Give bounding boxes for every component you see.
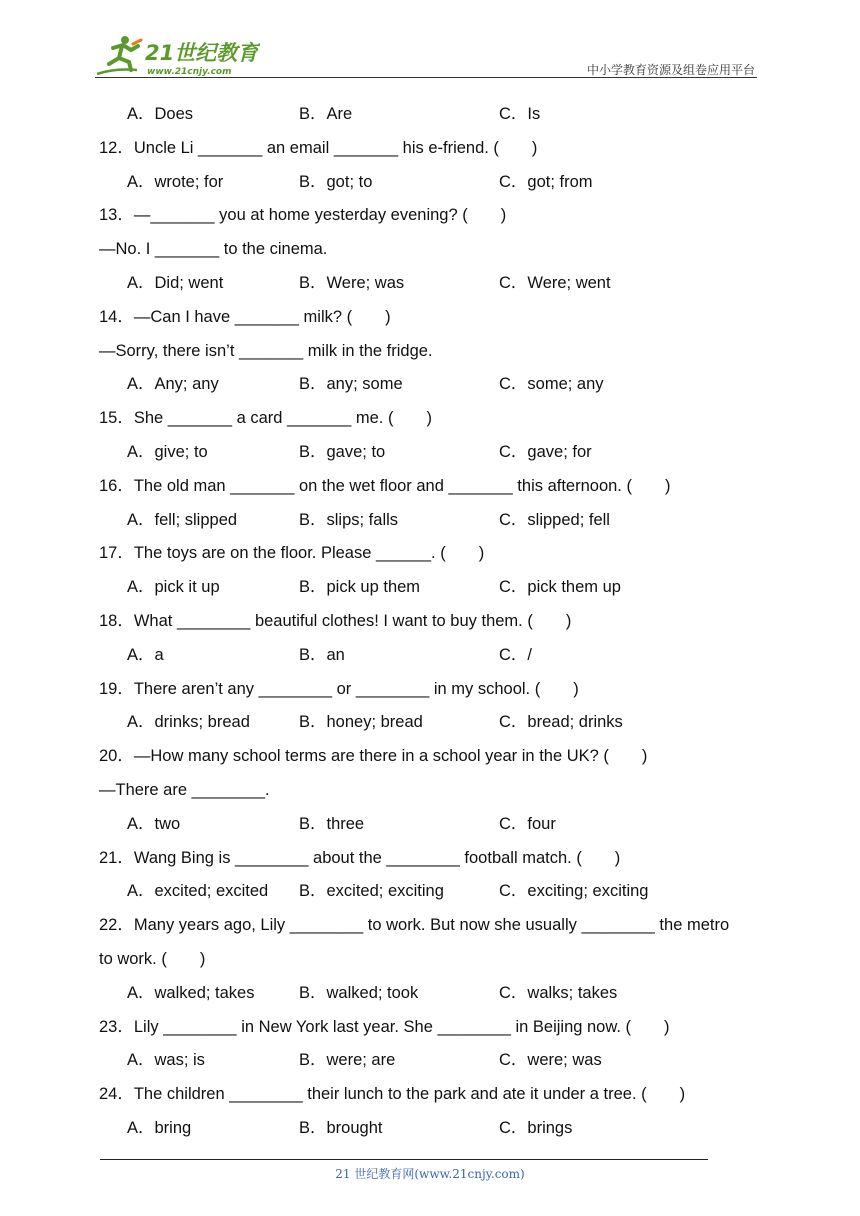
footer-source: 21 世纪教育网(www.21cnjy.com) [335,1167,525,1181]
question-text: 19．There aren’t any ________ or ________ in my school. ( ) [99,679,579,698]
page-header [0,0,860,80]
option-c: C．walks; takes [499,983,618,1002]
answer-options [0,977,860,1011]
option-a: A．two [127,814,181,833]
answer-options [0,436,860,470]
answer-options [0,571,860,605]
question-text: 23．Lily ________ in New York last year. She ________ in Beijing now. ( ) [99,1017,670,1036]
answer-options [0,808,860,842]
option-a: A．pick it up [127,578,220,597]
option-a: A．Did; went [127,273,224,292]
option-b: B．an [299,645,345,664]
option-c: C．some; any [499,375,604,394]
option-b: B．Were; was [299,273,405,292]
question-list [0,98,860,1146]
option-a: A．fell; slipped [127,510,238,529]
runner-icon [97,36,141,74]
question-text: 24．The children ________ their lunch to the park and ate it under a tree. ( ) [99,1085,686,1104]
question-text: 12．Uncle Li _______ an email _______ his e-friend. ( ) [99,138,538,157]
answer-options [0,368,860,402]
question-continuation: to work. ( ) [99,949,206,968]
answer-options [0,267,860,301]
option-c: C．were; was [499,1051,602,1070]
option-b: B．gave; to [299,442,386,461]
option-a: A．Does [127,105,194,123]
option-b: B．pick up them [299,578,421,597]
option-a: A．was; is [127,1051,205,1070]
option-b: B．brought [299,1118,383,1137]
logo-url: www.21cnjy.com [147,67,232,77]
option-c: C．slipped; fell [499,510,610,529]
answer-options [0,1112,860,1146]
question-text: 21．Wang Bing is ________ about the ________ football match. ( ) [99,848,621,867]
option-b: B．three [299,814,365,833]
question-continuation: —There are ________. [99,780,270,799]
option-b: B．Are [299,105,353,123]
option-c: C．gave; for [499,442,592,461]
option-a: A．walked; takes [127,983,255,1002]
option-a: A．drinks; bread [127,713,250,732]
option-a: A．bring [127,1118,192,1137]
option-c: C．bread; drinks [499,713,623,732]
question-text: 14．—Can I have _______ milk? ( ) [99,307,391,326]
question-text: 13．—_______ you at home yesterday evening? ( ) [99,206,507,225]
site-logo [95,34,260,78]
answer-options [0,1044,860,1078]
question-text: 22．Many years ago, Lily ________ to work. But now she usually ________ the metro [99,916,730,935]
option-c: C．Were; went [499,273,611,292]
header-divider [95,77,757,78]
option-c: C．/ [499,645,532,664]
option-b: B．were; are [299,1051,396,1070]
option-c: C．Is [499,105,541,123]
question-text: 20．—How many school terms are there in a school year in the UK? ( ) [99,747,648,766]
answer-options [0,706,860,740]
option-c: C．four [499,814,556,833]
platform-name: 中小学教育资源及组卷应用平台 [586,63,755,77]
answer-options [0,504,860,538]
option-b: B．excited; exciting [299,882,444,901]
answer-options [0,639,860,673]
option-b: B．got; to [299,172,373,191]
question-text: 17．The toys are on the floor. Please ______. ( ) [99,544,485,563]
option-c: C．brings [499,1118,573,1137]
option-a: A．give; to [127,442,208,461]
question-text: 16．The old man _______ on the wet floor and _______ this afternoon. ( ) [99,476,671,495]
option-b: B．walked; took [299,983,419,1002]
option-c: C．pick them up [499,578,621,597]
answer-options [0,875,860,909]
question-continuation: —No. I _______ to the cinema. [99,240,328,259]
option-c: C．got; from [499,172,593,191]
option-a: A．wrote; for [127,172,224,191]
option-a: A．a [127,645,164,664]
option-b: B．slips; falls [299,510,399,529]
question-text: 15．She _______ a card _______ me. ( ) [99,409,432,428]
question-text: 18．What ________ beautiful clothes! I want to buy them. ( ) [99,611,572,630]
option-c: C．exciting; exciting [499,882,649,901]
option-b: B．honey; bread [299,713,423,732]
logo-title: 21世纪教育 [145,41,259,65]
question-continuation: —Sorry, there isn’t _______ milk in the fridge. [99,341,433,360]
option-b: B．any; some [299,375,403,394]
footer-divider [100,1159,708,1160]
answer-options [0,98,860,132]
option-a: A．Any; any [127,375,219,394]
answer-options [0,166,860,200]
option-a: A．excited; excited [127,882,269,901]
